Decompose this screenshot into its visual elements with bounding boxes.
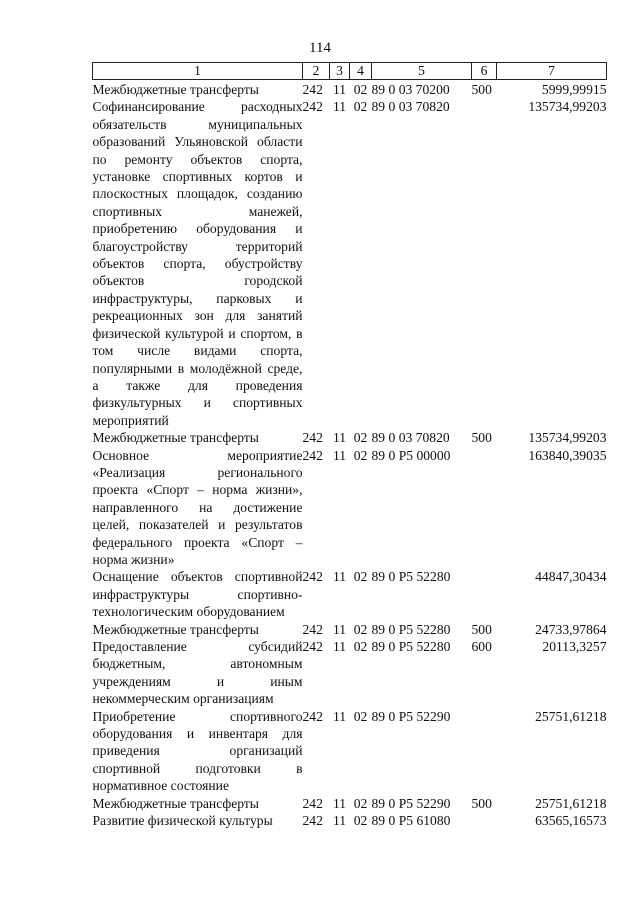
- table-row: [93, 708, 607, 795]
- column-header: 2: [303, 63, 330, 80]
- subsection-code-cell: 02: [353, 795, 368, 811]
- subsection-code-cell: 02: [353, 99, 368, 115]
- expense-type-cell: 500: [471, 82, 492, 97]
- ministry-code-cell: 242: [302, 99, 323, 115]
- target-article-cell: 89 0 P5 52280: [371, 621, 451, 637]
- ministry-code-cell: 242: [302, 430, 323, 446]
- amount-cell: 135734,99203: [528, 430, 607, 446]
- ministry-code-cell: 242: [302, 82, 323, 97]
- ministry-code-cell: 242: [302, 447, 323, 463]
- column-header: 5: [372, 63, 472, 80]
- subsection-code-cell: 02: [353, 621, 368, 637]
- column-header: 1: [93, 63, 303, 80]
- expense-type-cell: 600: [471, 639, 492, 654]
- section-code-cell: 11: [332, 569, 347, 585]
- expense-type-cell: [472, 812, 497, 829]
- ministry-code-cell: 242: [302, 639, 323, 654]
- amount-cell: 25751,61218: [535, 708, 607, 724]
- expense-type-cell: [472, 568, 497, 620]
- column-header: 7: [497, 63, 607, 80]
- target-article-cell: 89 0 P5 52290: [371, 708, 451, 724]
- column-header: 4: [350, 63, 372, 80]
- row-name-cell: Оснащение объектов спортивной инфраструктуры спортивно-технологическим оборудованием: [92, 569, 303, 620]
- table-row: [93, 568, 607, 620]
- ministry-code-cell: 242: [302, 708, 323, 724]
- target-article-cell: 89 0 P5 00000: [371, 447, 451, 463]
- target-article-cell: 89 0 P5 52290: [371, 795, 451, 811]
- table-row: [93, 80, 607, 99]
- section-code-cell: 11: [332, 708, 347, 724]
- amount-cell: 135734,99203: [528, 99, 607, 115]
- subsection-code-cell: 02: [353, 708, 368, 724]
- table-row: [93, 621, 607, 638]
- subsection-code-cell: 02: [353, 447, 368, 463]
- table-body: [93, 80, 607, 830]
- row-name-cell: Предоставление субсидий бюджетным, автономным учреждениям и иным некоммерческим организациям: [92, 639, 303, 707]
- subsection-code-cell: 02: [353, 569, 368, 585]
- row-name-cell: Межбюджетные трансферты: [92, 795, 259, 811]
- target-article-cell: 89 0 P5 61080: [371, 813, 451, 829]
- expense-type-cell: [472, 98, 497, 429]
- amount-cell: 24733,97864: [535, 621, 607, 637]
- target-article-cell: 89 0 03 70820: [371, 430, 450, 446]
- amount-cell: 20113,3257: [542, 639, 607, 654]
- amount-cell: 163840,39035: [528, 447, 607, 463]
- section-code-cell: 11: [332, 99, 347, 115]
- section-code-cell: 11: [332, 813, 347, 829]
- table-row: [93, 795, 607, 812]
- target-article-cell: 89 0 P5 52280: [371, 639, 451, 654]
- subsection-code-cell: 02: [353, 82, 368, 97]
- expense-type-cell: 500: [471, 795, 492, 811]
- section-code-cell: 11: [332, 447, 347, 463]
- row-name-cell: Софинансирование расходных обязательств муниципальных образований Ульяновской области по ремонту объектов спорта, установке спортивных кортов и плоскостных площадок, созданию спортивных манежей, приобретению оборудования и благоустройству территорий объектов спорта, обустройству объектов городской инфраструктуры, парковых и рекреационных зон для занятий физической культурой и спортом, в том числе видами спорта, популярными в молодёжной среде, а также для проведения физкультурных и спортивных мероприятий: [92, 99, 303, 428]
- budget-table: [92, 62, 607, 829]
- table-row: [93, 98, 607, 429]
- subsection-code-cell: 02: [353, 430, 368, 446]
- section-code-cell: 11: [332, 82, 347, 97]
- expense-type-cell: [472, 447, 497, 569]
- target-article-cell: 89 0 03 70820: [371, 99, 450, 115]
- amount-cell: 5999,99915: [541, 82, 607, 97]
- section-code-cell: 11: [332, 795, 347, 811]
- amount-cell: 63565,16573: [535, 813, 607, 829]
- column-header: 6: [472, 63, 497, 80]
- row-name-cell: Межбюджетные трансферты: [92, 82, 259, 97]
- row-name-cell: Межбюджетные трансферты: [92, 621, 259, 637]
- page-number: 114: [309, 40, 331, 56]
- ministry-code-cell: 242: [302, 795, 323, 811]
- subsection-code-cell: 02: [353, 639, 368, 654]
- section-code-cell: 11: [332, 621, 347, 637]
- row-name-cell: Развитие физической культуры: [92, 813, 273, 829]
- expense-type-cell: 500: [471, 430, 492, 446]
- ministry-code-cell: 242: [302, 569, 323, 585]
- subsection-code-cell: 02: [353, 813, 368, 829]
- table-row: [93, 812, 607, 829]
- ministry-code-cell: 242: [302, 621, 323, 637]
- amount-cell: 25751,61218: [535, 795, 607, 811]
- table-row: [93, 638, 607, 708]
- row-name-cell: Межбюджетные трансферты: [92, 430, 259, 446]
- section-code-cell: 11: [332, 639, 347, 654]
- amount-cell: 44847,30434: [535, 569, 607, 585]
- expense-type-cell: [472, 708, 497, 795]
- table-row: [93, 447, 607, 569]
- ministry-code-cell: 242: [302, 813, 323, 829]
- row-name-cell: Приобретение спортивного оборудования и инвентаря для приведения организаций спортивной подготовки в нормативное состояние: [92, 708, 303, 794]
- target-article-cell: 89 0 P5 52280: [371, 569, 451, 585]
- table-header-row: [93, 63, 607, 80]
- row-name-cell: Основное мероприятие «Реализация регионального проекта «Спорт – норма жизни», направленного на достижение целей, показателей и результатов федерального проекта «Спорт – норма жизни»: [92, 447, 303, 567]
- expense-type-cell: 500: [471, 621, 492, 637]
- column-header: 3: [330, 63, 350, 80]
- section-code-cell: 11: [332, 430, 347, 446]
- table-row: [93, 429, 607, 446]
- target-article-cell: 89 0 03 70200: [371, 82, 450, 97]
